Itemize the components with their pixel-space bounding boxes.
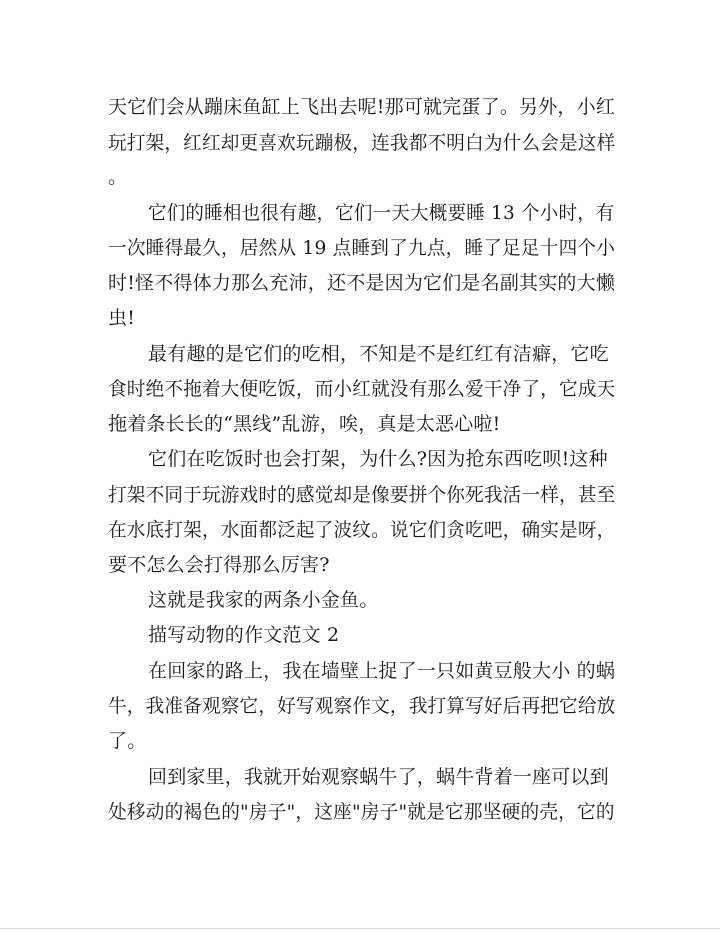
text-line: 了。	[108, 730, 147, 752]
text-line: 玩打架，红红却更喜欢玩蹦极，连我都不明白为什么会是这样	[108, 132, 616, 154]
text-line: 要不怎么会打得那么厉害?	[108, 554, 330, 576]
text-line: 它们的睡相也很有趣，它们一天大概要睡 13 个小时，有	[148, 202, 615, 224]
section-heading: 描写动物的作文范文 2	[148, 624, 340, 646]
text-line: 最有趣的是它们的吃相，不知是不是红红有洁癖，它吃	[148, 343, 609, 365]
text-line: 它们在吃饭时也会打架，为什么?因为抢东西吃呗!这种	[148, 448, 608, 470]
text-line: 时!怪不得体力那么充沛，还不是因为它们是名副其实的大懒	[108, 272, 616, 294]
page-bottom-border	[0, 928, 720, 929]
text-line: 牛，我准备观察它，好写观察作文，我打算写好后再把它给放	[108, 695, 616, 717]
text-line: 这就是我家的两条小金鱼。	[148, 589, 379, 611]
text-line: 处移动的褐色的"房子"，这座"房子"就是它那坚硬的壳，它的	[108, 801, 615, 823]
text-line: 在水底打架，水面都泛起了波纹。说它们贪吃吧，确实是呀，	[108, 519, 616, 541]
text-line: 天它们会从蹦床鱼缸上飞出去呢!那可就完蛋了。另外，小红	[108, 96, 616, 118]
text-line: 拖着条长长的“黑线”乱游，唉，真是太恶心啦!	[108, 413, 501, 435]
text-line: 食时绝不拖着大便吃饭，而小红就没有那么爱干净了，它成天	[108, 378, 616, 400]
text-line: 回到家里，我就开始观察蜗牛了，蜗牛背着一座可以到	[148, 766, 609, 788]
text-line: 虫!	[108, 307, 136, 329]
text-line: 一次睡得最久，居然从 19 点睡到了九点，睡了足足十四个小	[108, 237, 616, 259]
text-line: 打架不同于玩游戏时的感觉却是像要拼个你死我活一样，甚至	[108, 484, 616, 506]
text-line: 。	[108, 166, 128, 188]
text-line: 在回家的路上，我在墙壁上捉了一只如黄豆般大小 的蜗	[148, 660, 616, 682]
